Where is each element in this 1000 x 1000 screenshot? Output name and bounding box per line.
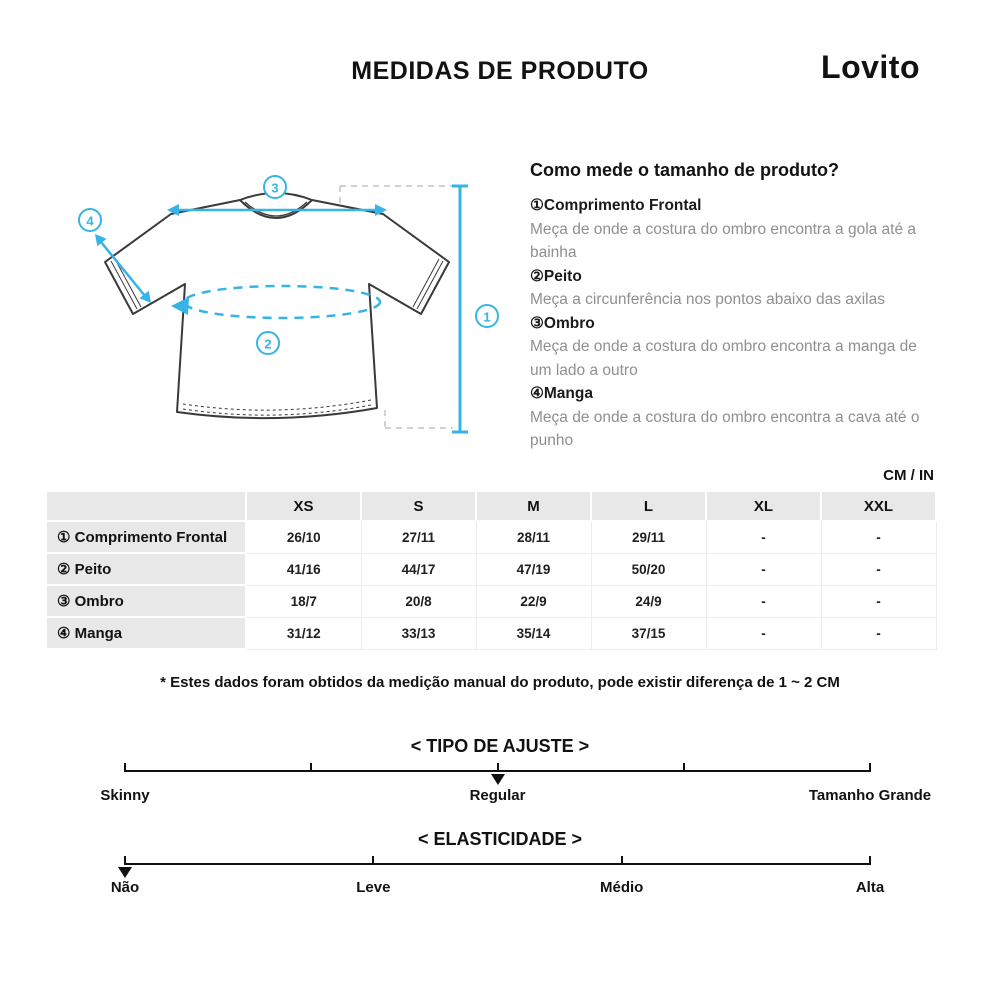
svg-text:4: 4 [86, 213, 94, 229]
size-cell: 20/8 [361, 585, 476, 617]
row-label: ④ Manga [46, 617, 246, 649]
column-header: L [591, 491, 706, 521]
guide-item-desc: Meça a circunferência nos pontos abaixo das axilas [530, 291, 885, 308]
guide-item-label: ②Peito [530, 267, 582, 285]
guide-item [530, 194, 942, 265]
callout-1 [476, 305, 498, 327]
column-header: M [476, 491, 591, 521]
fit-scale-marker [491, 774, 505, 785]
guide-title: Como mede o tamanho de produto? [530, 160, 839, 180]
guide-item [530, 312, 942, 383]
row-label: ① Comprimento Frontal [46, 521, 246, 553]
size-cell: - [821, 521, 936, 553]
size-table [45, 490, 937, 650]
column-header [46, 491, 246, 521]
fit-label-tamanho-grande: Tamanho Grande [808, 787, 932, 804]
scale-tick [372, 856, 374, 865]
svg-text:2: 2 [264, 336, 272, 352]
fit-scale-labels [100, 787, 932, 809]
elasticity-label-medio: Médio [599, 879, 644, 896]
page-title: MEDIDAS DE PRODUTO [351, 57, 649, 85]
table-row [46, 553, 936, 585]
table-row [46, 521, 936, 553]
elasticity-label-leve: Leve [356, 879, 391, 896]
brand-logo: Lovito [821, 49, 920, 85]
elasticity-scale-labels [110, 879, 885, 901]
size-cell: 44/17 [361, 553, 476, 585]
footnote: * Estes dados foram obtidos da medição manual do produto, pode existir diferença de 1 ~ 2 CM [160, 674, 840, 691]
size-cell: 28/11 [476, 521, 591, 553]
scale-tick [124, 856, 126, 865]
table-header-row [46, 491, 936, 521]
fit-label-regular: Regular [469, 787, 526, 804]
size-cell: - [706, 521, 821, 553]
size-cell: - [821, 585, 936, 617]
column-header: XXL [821, 491, 936, 521]
size-cell: 22/9 [476, 585, 591, 617]
units-label: CM / IN [883, 467, 934, 484]
table-row [46, 585, 936, 617]
guide-item-label: ④Manga [530, 385, 593, 402]
elasticity-scale-track [125, 856, 870, 880]
size-cell: 18/7 [246, 585, 361, 617]
svg-text:3: 3 [271, 180, 279, 196]
size-cell: 31/12 [246, 617, 361, 649]
guide-item-desc: Meça de onde a costura do ombro encontra a cava até o punho [530, 408, 920, 449]
size-cell: - [706, 553, 821, 585]
column-header: XL [706, 491, 821, 521]
guide-item [530, 265, 942, 312]
table-row [46, 617, 936, 649]
fit-scale-track [125, 763, 870, 787]
guide-item-desc: Meça de onde a costura do ombro encontra a gola até a bainha [530, 220, 917, 261]
size-cell: 33/13 [361, 617, 476, 649]
row-label: ③ Ombro [46, 585, 246, 617]
elasticity-label-nao: Não [110, 879, 140, 896]
fit-label-skinny: Skinny [100, 787, 150, 804]
column-header: S [361, 491, 476, 521]
measure-guide [530, 160, 942, 453]
size-cell: - [706, 585, 821, 617]
row-label: ② Peito [46, 553, 246, 585]
svg-text:1: 1 [483, 309, 491, 325]
size-cell: 27/11 [361, 521, 476, 553]
size-cell: 50/20 [591, 553, 706, 585]
size-cell: 29/11 [591, 521, 706, 553]
guide-item-label: ①Comprimento Frontal [530, 197, 702, 214]
scale-tick [497, 763, 499, 772]
size-cell: - [821, 553, 936, 585]
scale-tick [869, 856, 871, 865]
guide-item-desc: Meça de onde a costura do ombro encontra a manga de um lado a outro [530, 338, 917, 379]
size-cell: 41/16 [246, 553, 361, 585]
size-diagram [55, 160, 515, 460]
elasticity-scale-title: < ELASTICIDADE > [417, 829, 583, 849]
tshirt-outline [105, 193, 449, 418]
size-cell: 26/10 [246, 521, 361, 553]
callout-2 [257, 332, 279, 354]
size-cell: 24/9 [591, 585, 706, 617]
scale-line [125, 863, 870, 865]
size-cell: 37/15 [591, 617, 706, 649]
size-cell: - [706, 617, 821, 649]
scale-tick [683, 763, 685, 772]
column-header: XS [246, 491, 361, 521]
size-cell: - [821, 617, 936, 649]
elasticity-scale-marker [118, 867, 132, 878]
scale-tick [869, 763, 871, 772]
guide-item-label: ③Ombro [530, 314, 595, 332]
scale-tick [621, 856, 623, 865]
measure-length-line [452, 186, 468, 432]
scale-tick [124, 763, 126, 772]
size-cell: 47/19 [476, 553, 591, 585]
fit-scale-title: < TIPO DE AJUSTE > [410, 736, 590, 756]
scale-tick [310, 763, 312, 772]
size-cell: 35/14 [476, 617, 591, 649]
elasticity-label-alta: Alta [855, 879, 885, 896]
callout-3 [264, 176, 286, 198]
guide-item [530, 382, 942, 453]
callout-4 [79, 209, 101, 231]
